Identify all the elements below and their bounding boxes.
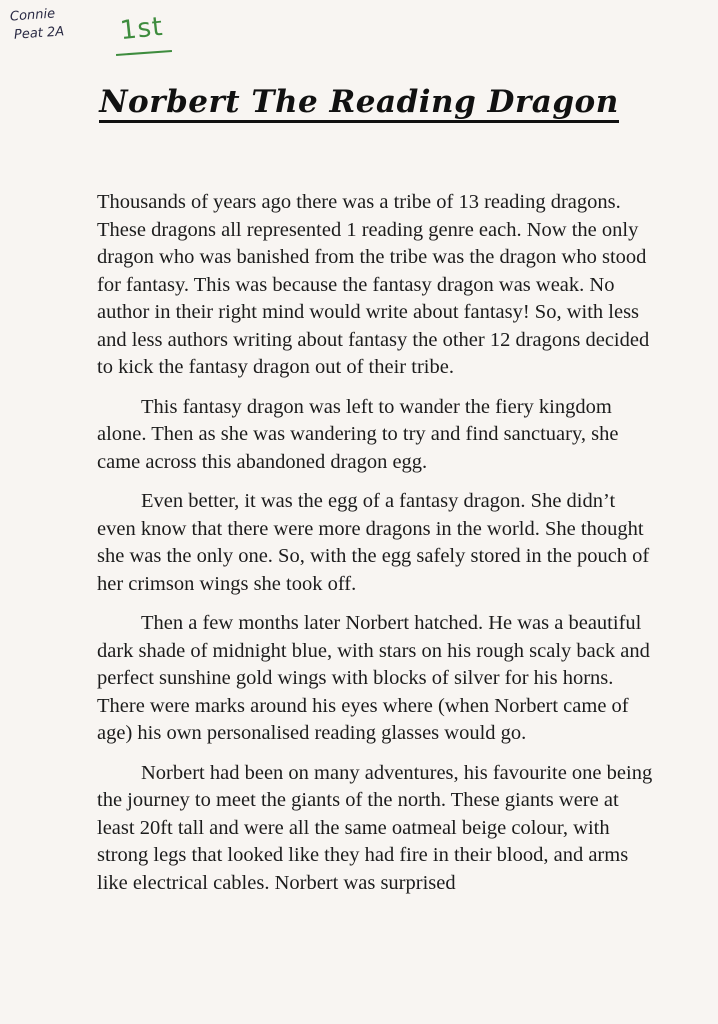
story-paragraph-4: Then a few months later Norbert hatched. He was a beautiful dark shade of midnight blue, with stars on his rough scaly back and perfect sunshine gold wings with blocks of silver for his horns. There were marks around his eyes where (when Norbert came of age) his own personalised reading glasses would go. (97, 612, 650, 744)
student-class-handwritten: Peat 2A (13, 24, 65, 43)
story-paragraph-2: This fantasy dragon was left to wander the fiery kingdom alone. Then as she was wandering to try and find sanctuary, she came across this abandoned dragon egg. (97, 395, 619, 473)
document-title-wrapper (0, 84, 718, 123)
story-body (97, 189, 653, 909)
grade-mark: 1st (118, 11, 165, 47)
student-name-handwritten: Connie (9, 6, 56, 25)
story-paragraph-1: Thousands of years ago there was a tribe of 13 reading dragons. These dragons all represented 1 reading genre each. Now the only dragon who was banished from the tribe was the dragon who stood for fantasy. This was because the fantasy dragon was weak. No author in their right mind would write about fantasy! So, with less and less authors writing about fantasy the other 12 dragons decided to kick the fantasy dragon out of their tribe. (97, 191, 650, 378)
story-paragraph-5: Norbert had been on many adventures, his favourite one being the journey to meet the giants of the north. These giants were at least 20ft tall and were all the same oatmeal beige colour, with strong legs that looked like they had fire in their blood, and arms like electrical cables. Norbert was surprised (97, 761, 653, 894)
grade-underline (116, 50, 172, 56)
story-paragraph-3: Even better, it was the egg of a fantasy dragon. She didn’t even know that there were more dragons in the world. She thought she was the only one. So, with the egg safely stored in the pouch of her crimson wings she took off. (97, 490, 650, 595)
document-title: Norbert The Reading Dragon (99, 84, 619, 123)
